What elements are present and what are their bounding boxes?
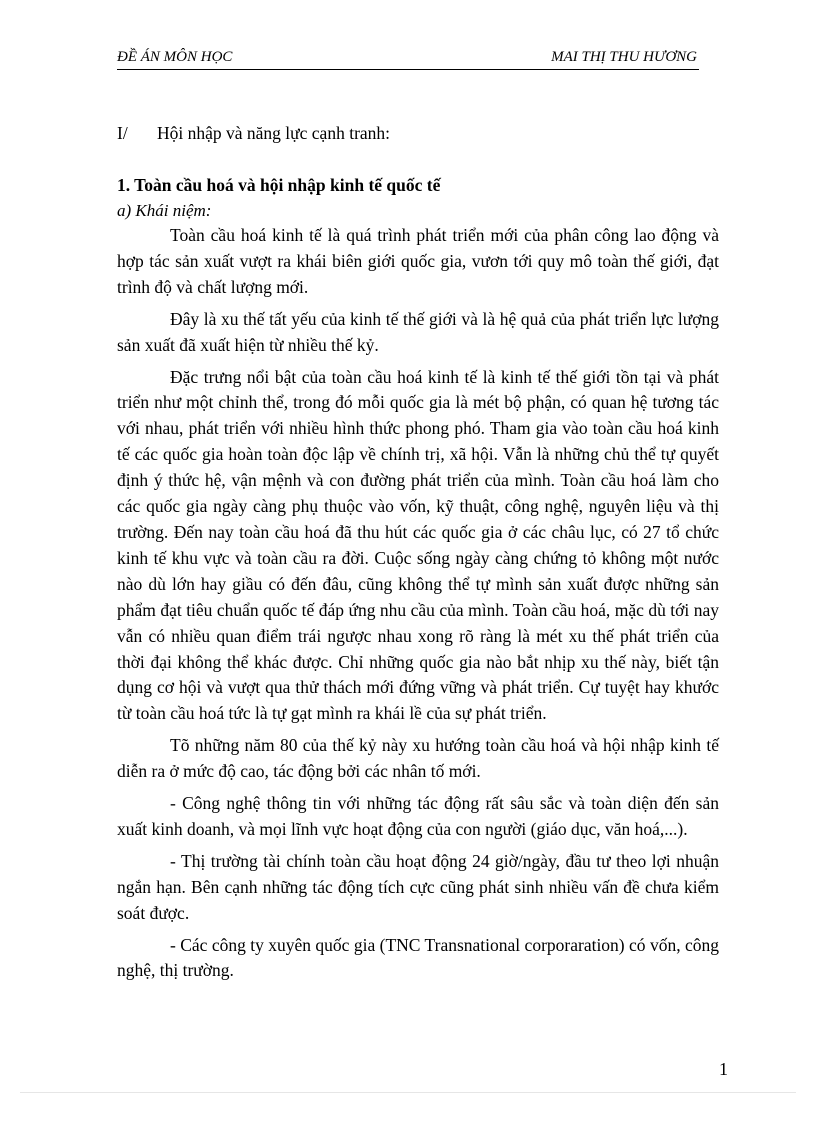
subsection-heading: 1. Toàn cầu hoá và hội nhập kinh tế quốc tế xyxy=(117,175,441,195)
bullet-information-technology: - Công nghệ thông tin với những tác động rất sâu sắc và toàn diện đến sản xuất kinh doanh, và mọi lĩnh vực hoạt động của con người (giáo dục, văn hoá,...). xyxy=(117,793,719,839)
definition-label: a) Khái niệm: xyxy=(117,201,212,220)
section-heading xyxy=(117,120,719,172)
document-body xyxy=(117,120,719,990)
page-number: 1 xyxy=(719,1059,728,1079)
paragraph-definition: Toàn cầu hoá kinh tế là quá trình phát triển mới của phân công lao động và hợp tác sản xuất vượt ra khái biên giới quốc gia, vươn tới quy mô toàn thế giới, đạt trình độ và chất lượng mới. xyxy=(117,225,719,297)
bullet-transnational-companies: - Các công ty xuyên quốc gia (TNC Transnational corporaration) có vốn, công nghệ, thị trường. xyxy=(117,934,719,981)
paragraph-eighties: Tõ những năm 80 của thế kỷ này xu hướng toàn cầu hoá và hội nhập kinh tế diễn ra ở mức độ cao, tác động bởi các nhân tố mới. xyxy=(117,735,719,782)
header-author-name: MAI THỊ THU HƯƠNG xyxy=(551,49,697,65)
page-header xyxy=(117,47,699,70)
page-bottom-divider xyxy=(20,1092,796,1093)
section-number: I/ xyxy=(117,123,128,143)
header-course-title: ĐỀ ÁN MÔN HỌC xyxy=(117,49,233,65)
bullet-financial-market: - Thị trường tài chính toàn cầu hoạt động 24 giờ/ngày, đầu tư theo lợi nhuận ngắn hạn. Bên cạnh những tác động tích cực cũng phát sinh nhiều vấn đề chưa kiểm soát được. xyxy=(117,850,719,923)
section-title: Hội nhập và năng lực cạnh tranh: xyxy=(157,123,391,143)
paragraph-characteristics: Đặc trưng nổi bật của toàn cầu hoá kinh tế là kinh tế thế giới tồn tại và phát triển như một chỉnh thể, trong đó mỗi quốc gia là mét bộ phận, có quan hệ tương tác với nhau, phát triển với nhiều hình thức phong phó. Tham gia vào toàn cầu hoá kinh tế các quốc gia hoàn toàn độc lập về chính trị, xã hội. Vẫn là những chủ thể tự quyết định ý thức hệ, vận mệnh và con đường phát triển của mình. Toàn cầu hoá làm cho các quốc gia ngày càng phụ thuộc vào vốn, kỹ thuật, công nghệ, nguyên liệu và thị trường. Đến nay toàn cầu hoá đã thu hút các quốc gia ở các châu lục, có 27 tổ chức kinh tế khu vực và toàn cầu ra đời. Cuộc sống ngày càng chứng tỏ không một nước nào dù lớn hay giầu có đến đâu, cũng không thể tự mình sản xuất được những sản phẩm đạt tiêu chuẩn quốc tế đáp ứng nhu cầu của mình. Toàn cầu hoá, mặc dù tới nay vẫn có nhiều quan điểm trái ngược nhau xong rõ ràng là mét xu thế phát triển của thời đại không thể khác được. Chỉ những quốc gia nào bắt nhịp xu thế này, biết tận dụng cơ hội và vượt qua thử thách mới đứng vững và phát triển. Cự tuyệt hay khước từ toàn cầu hoá tức là tự gạt mình ra khái lề của sự phát triển. xyxy=(117,366,719,724)
paragraph-trend: Đây là xu thế tất yếu của kinh tế thế giới và là hệ quả của phát triển lực lượng sản xuất đã xuất hiện từ nhiều thế kỷ. xyxy=(117,308,719,355)
